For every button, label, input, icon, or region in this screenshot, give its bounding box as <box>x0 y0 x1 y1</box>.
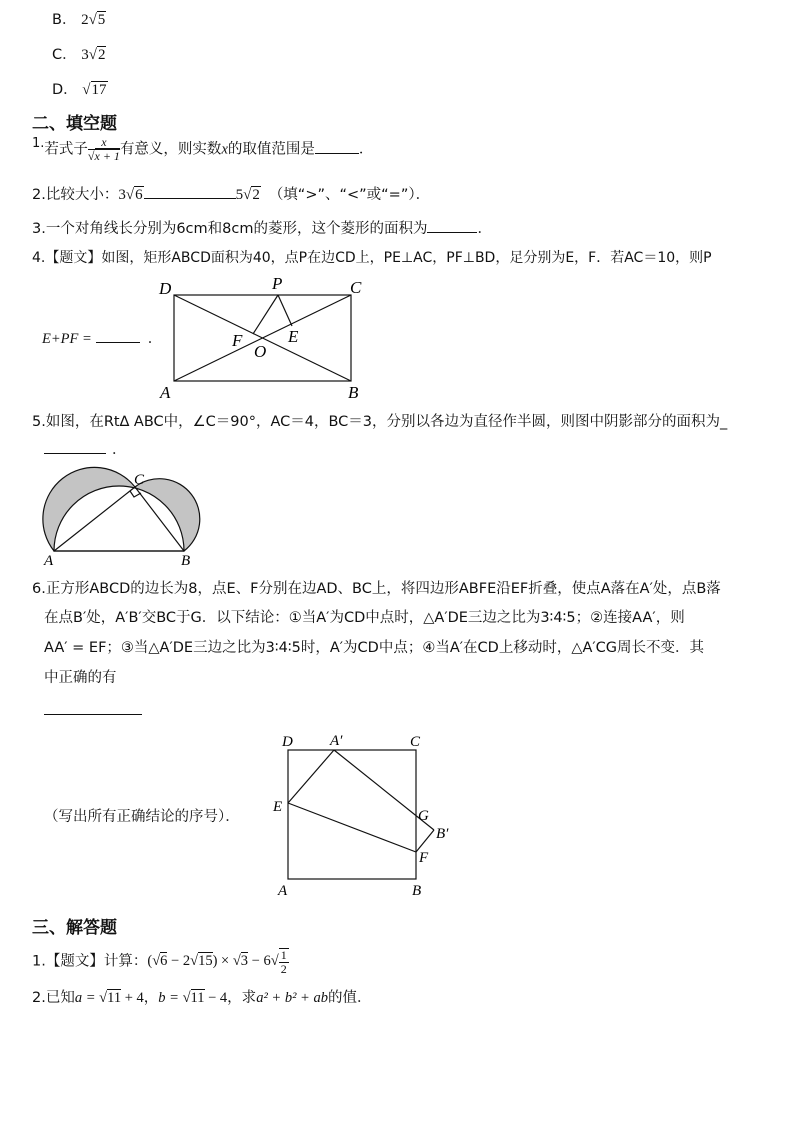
fill-q6-line3: AA′ = EF；③当△A′DE三边之比为3∶4∶5时，A′为CD中点；④当A′在CD上移动时，△A′CG周长不变．其 <box>44 640 705 656</box>
semicircle-diagram <box>38 463 210 569</box>
option-c: C． 3√2 <box>52 47 106 63</box>
fill-q6-line4: 中正确的有 <box>44 670 117 686</box>
fill-q2: 2.比较大小：3√6 5√2 （填“>”、“<”或“=”）． <box>32 183 430 204</box>
label-d: D <box>159 279 172 298</box>
fill-q3: 3.一个对角线长分别为6cm和8cm的菱形，这个菱形的面积为 ． <box>32 217 492 238</box>
rectangle-diagram <box>150 272 380 400</box>
label-a: A <box>44 553 54 569</box>
segment-pf <box>253 295 278 334</box>
fill-q4-cont: E+PF = ． <box>42 327 162 348</box>
answer-blank[interactable] <box>144 184 236 199</box>
segment-ef <box>288 803 416 852</box>
label-f: F <box>232 331 243 350</box>
label-c: C <box>134 472 145 488</box>
fill-q1: 1.若式子 $\frac{x}{√x + 1}$ 有意义，则实数x的取值范围是 ． <box>32 135 374 163</box>
label-b: B <box>412 883 422 899</box>
option-d: D． √17 <box>52 82 107 98</box>
fill-q6-line1: 6.正方形ABCD的边长为8，点E、F分别在边AD、BC上，将四边形ABFE沿EF折叠，使点A落在A′处，点B落 <box>32 581 721 597</box>
section2-title: 二、填空题 <box>32 114 117 134</box>
fraction: $\frac{x}{√x + 1}$ <box>87 135 120 163</box>
option-c-radical: 3√2 <box>81 47 106 63</box>
answer-blank[interactable] <box>96 328 140 343</box>
answer-blank[interactable] <box>44 700 142 715</box>
label-e: E <box>273 799 283 815</box>
label-c: C <box>350 278 362 297</box>
answer-blank[interactable] <box>315 139 359 154</box>
fill-q6-line2: 在点B′处，A′B′交BC于G．以下结论：①当A′为CD中点时，△A′DE三边之比为3∶4∶5；②连接AA′，则 <box>44 610 685 626</box>
segment-fb1 <box>416 830 434 852</box>
label-p: P <box>272 274 283 293</box>
fill-q5: 5.如图，在Rt∆ ABC中，∠C＝90°，AC＝4，BC＝3，分别以各边为直径作半圆，则图中阴影部分的面积为_ <box>32 414 728 430</box>
section3-title: 三、解答题 <box>32 918 117 938</box>
label-b-prime: B′ <box>436 826 449 842</box>
label-b: B <box>181 553 191 569</box>
answer-blank[interactable] <box>44 439 106 454</box>
label-o: O <box>254 342 267 361</box>
label-d: D <box>282 734 293 750</box>
option-b-radical: 2√5 <box>81 12 106 28</box>
segment-pe <box>278 295 292 326</box>
label-f: F <box>419 850 429 866</box>
answer-blank[interactable] <box>427 218 477 233</box>
fill-q5-cont: ． <box>44 438 127 459</box>
fill-q6-blank <box>44 700 142 719</box>
option-d-radical: √17 <box>82 82 107 98</box>
solve-q2: 2.已知a = √11 + 4，b = √11 − 4，求a² + b² + ab的值． <box>32 990 372 1006</box>
fill-q4: 4.【题文】如图，矩形ABCD面积为40，点P在边CD上，PE⊥AC，PF⊥BD，足分别为E，F．若AC＝10，则P <box>32 250 712 266</box>
segment-ea1 <box>288 750 334 803</box>
label-g: G <box>418 808 429 824</box>
fill-q6-note: （写出所有正确结论的序号）． <box>44 809 240 825</box>
label-b: B <box>348 383 359 400</box>
square-abcd <box>288 750 416 879</box>
label-a: A <box>160 383 171 400</box>
option-b: B． 2√5 <box>52 12 106 28</box>
solve-q1: 1.【题文】计算：(√6 − 2√15) × √3 − 6√ $\frac{1}{2}$ <box>32 948 287 976</box>
square-fold-diagram <box>268 730 463 900</box>
label-a: A <box>278 883 288 899</box>
label-a-prime: A′ <box>330 733 343 749</box>
label-e: E <box>288 327 299 346</box>
label-c: C <box>410 734 421 750</box>
